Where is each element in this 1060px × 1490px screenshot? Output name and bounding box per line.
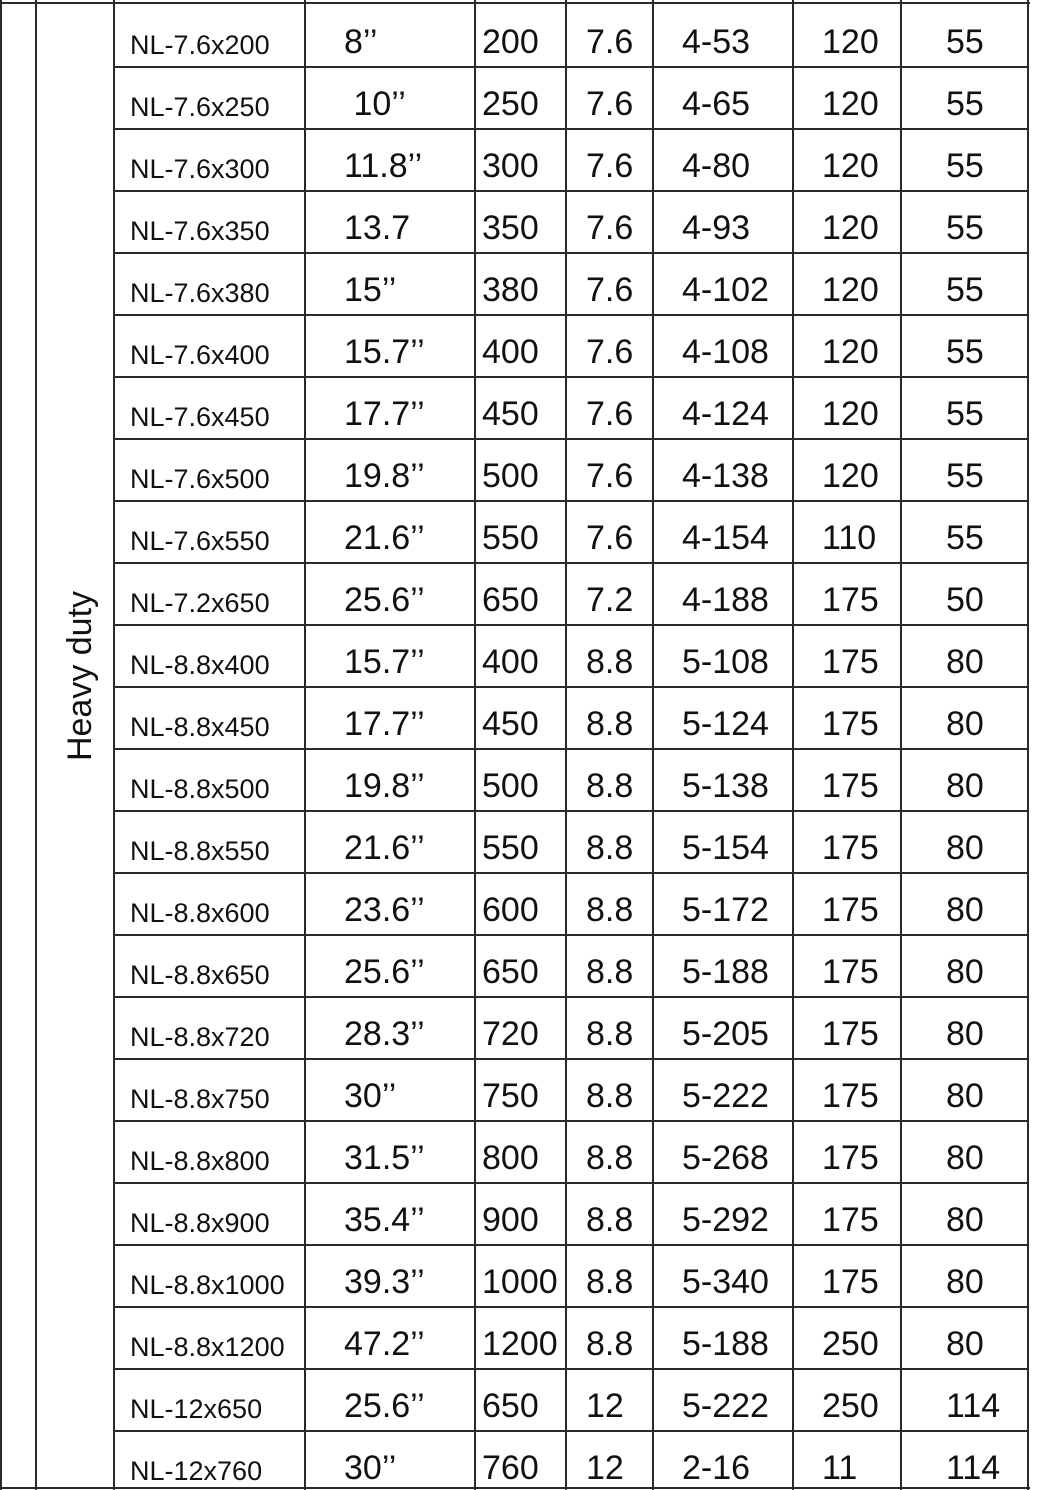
cell-value-c: 120 — [822, 209, 879, 247]
cell-value-d: 80 — [946, 1263, 984, 1301]
cell-value-b: 4-65 — [682, 85, 751, 123]
table-category-border — [35, 0, 37, 1490]
cell-value-c: 120 — [822, 333, 879, 371]
row-divider — [113, 1182, 1029, 1184]
cell-value-b: 4-108 — [682, 333, 769, 371]
row-divider — [113, 66, 1029, 68]
column-divider — [792, 0, 794, 1490]
cell-value-c: 250 — [822, 1387, 879, 1425]
table-top-border — [0, 2, 1030, 4]
cell-size-mm: 200 — [482, 23, 539, 61]
cell-model: NL-7.6x250 — [130, 92, 270, 122]
column-divider — [113, 0, 115, 1490]
cell-value-c: 110 — [822, 519, 877, 557]
column-divider — [652, 0, 654, 1490]
cell-value-d: 80 — [946, 891, 984, 929]
row-divider — [113, 500, 1029, 502]
cell-value-d: 80 — [946, 767, 984, 805]
cell-size-mm: 400 — [482, 333, 539, 371]
cell-value-a: 8.8 — [586, 705, 634, 743]
cell-value-d: 114 — [946, 1387, 1001, 1425]
row-divider — [113, 252, 1029, 254]
row-divider — [113, 934, 1029, 936]
cell-size-inch: 21.6’’ — [344, 829, 425, 867]
cell-size-inch: 19.8’’ — [344, 767, 425, 805]
cell-model: NL-8.8x1200 — [130, 1332, 285, 1362]
column-divider — [900, 0, 902, 1490]
cell-size-inch: 23.6’’ — [344, 891, 425, 929]
row-divider — [113, 376, 1029, 378]
cell-size-inch: 25.6’’ — [344, 581, 425, 619]
cell-value-c: 120 — [822, 395, 879, 433]
cell-value-d: 80 — [946, 1139, 984, 1177]
column-divider — [474, 0, 476, 1490]
cell-size-inch: 17.7’’ — [344, 705, 425, 743]
cell-value-a: 7.6 — [586, 23, 634, 61]
cell-size-mm: 300 — [482, 147, 539, 185]
cell-size-inch: 11.8’’ — [344, 147, 423, 185]
row-divider — [113, 1244, 1029, 1246]
cell-model: NL-8.8x900 — [130, 1208, 270, 1238]
cell-value-a: 12 — [586, 1449, 624, 1487]
row-divider — [113, 190, 1029, 192]
cell-value-d: 55 — [946, 457, 984, 495]
cell-size-inch: 28.3’’ — [344, 1015, 425, 1053]
cell-size-inch: 47.2’’ — [344, 1325, 425, 1363]
cell-value-d: 80 — [946, 1015, 984, 1053]
cell-value-a: 7.6 — [586, 271, 634, 309]
cell-value-b: 4-124 — [682, 395, 769, 433]
cell-size-inch: 31.5’’ — [344, 1139, 425, 1177]
cell-model: NL-8.8x550 — [130, 836, 270, 866]
cell-value-c: 175 — [822, 891, 879, 929]
cell-model: NL-7.6x380 — [130, 278, 270, 308]
cell-model: NL-8.8x500 — [130, 774, 270, 804]
cell-value-d: 114 — [946, 1449, 1001, 1487]
cell-value-d: 80 — [946, 829, 984, 867]
cell-model: NL-8.8x1000 — [130, 1270, 285, 1300]
cell-model: NL-7.2x650 — [130, 588, 270, 618]
cell-value-b: 5-154 — [682, 829, 769, 867]
cell-value-b: 5-292 — [682, 1201, 769, 1239]
cell-model: NL-7.6x450 — [130, 402, 270, 432]
cell-value-b: 4-138 — [682, 457, 769, 495]
cell-size-inch: 13.7 — [344, 209, 411, 247]
cell-value-c: 120 — [822, 271, 879, 309]
cell-value-b: 5-222 — [682, 1077, 769, 1115]
cell-value-a: 8.8 — [586, 1201, 634, 1239]
cell-size-mm: 760 — [482, 1449, 539, 1487]
cell-value-a: 7.6 — [586, 147, 634, 185]
cell-size-inch: 30’’ — [344, 1449, 397, 1487]
cell-size-mm: 380 — [482, 271, 539, 309]
row-divider — [113, 128, 1029, 130]
row-divider — [113, 1368, 1029, 1370]
cell-value-b: 5-124 — [682, 705, 769, 743]
cell-size-mm: 550 — [482, 829, 539, 867]
cell-value-a: 8.8 — [586, 891, 634, 929]
cell-size-mm: 500 — [482, 457, 539, 495]
cell-value-c: 120 — [822, 457, 879, 495]
cell-size-inch: 15’’ — [344, 271, 397, 309]
cell-value-b: 2-16 — [682, 1449, 751, 1487]
cell-model: NL-8.8x650 — [130, 960, 270, 990]
cell-model: NL-12x760 — [130, 1456, 263, 1486]
cell-value-a: 7.6 — [586, 209, 634, 247]
cell-value-c: 120 — [822, 85, 879, 123]
cell-value-b: 5-205 — [682, 1015, 769, 1053]
cell-value-c: 175 — [822, 643, 879, 681]
cell-value-d: 55 — [946, 519, 984, 557]
cell-size-mm: 450 — [482, 705, 539, 743]
row-divider — [113, 1430, 1029, 1432]
cell-size-inch: 25.6’’ — [344, 1387, 425, 1425]
cell-size-inch: 21.6’’ — [344, 519, 425, 557]
cell-value-c: 175 — [822, 953, 879, 991]
cell-value-d: 80 — [946, 643, 984, 681]
cell-value-a: 12 — [586, 1387, 624, 1425]
cell-value-c: 250 — [822, 1325, 879, 1363]
row-divider — [113, 748, 1029, 750]
cell-value-d: 80 — [946, 953, 984, 991]
cell-value-d: 55 — [946, 147, 984, 185]
cell-size-inch: 10’’ — [344, 85, 406, 123]
column-divider — [304, 0, 306, 1490]
cell-size-inch: 17.7’’ — [344, 395, 425, 433]
row-divider — [113, 438, 1029, 440]
cell-size-mm: 1000 — [482, 1263, 558, 1301]
cell-size-inch: 15.7’’ — [344, 643, 425, 681]
cell-size-inch: 39.3’’ — [344, 1263, 425, 1301]
cell-value-a: 8.8 — [586, 767, 634, 805]
cell-value-d: 55 — [946, 85, 984, 123]
cell-model: NL-8.8x750 — [130, 1084, 270, 1114]
cell-value-a: 7.6 — [586, 395, 634, 433]
cell-value-a: 8.8 — [586, 1139, 634, 1177]
cell-value-b: 4-93 — [682, 209, 751, 247]
cell-value-a: 8.8 — [586, 643, 634, 681]
cell-value-d: 55 — [946, 271, 984, 309]
cell-value-c: 175 — [822, 767, 879, 805]
cell-value-a: 7.2 — [586, 581, 634, 619]
cell-model: NL-8.8x450 — [130, 712, 270, 742]
cell-value-b: 5-340 — [682, 1263, 769, 1301]
cell-value-c: 175 — [822, 1263, 879, 1301]
cell-value-c: 175 — [822, 1139, 879, 1177]
cell-value-a: 8.8 — [586, 1325, 634, 1363]
cell-size-mm: 500 — [482, 767, 539, 805]
cell-value-c: 175 — [822, 1077, 879, 1115]
cell-value-d: 80 — [946, 1077, 984, 1115]
row-divider — [113, 314, 1029, 316]
row-divider — [113, 1120, 1029, 1122]
cell-value-b: 5-188 — [682, 1325, 769, 1363]
cell-value-c: 175 — [822, 1015, 879, 1053]
cell-size-mm: 650 — [482, 581, 539, 619]
cell-value-a: 7.6 — [586, 333, 634, 371]
cell-size-mm: 400 — [482, 643, 539, 681]
cell-value-b: 5-188 — [682, 953, 769, 991]
row-divider — [113, 686, 1029, 688]
row-divider — [113, 1058, 1029, 1060]
row-divider — [113, 624, 1029, 626]
cell-size-inch: 19.8’’ — [344, 457, 425, 495]
cell-value-b: 5-108 — [682, 643, 769, 681]
cell-model: NL-8.8x400 — [130, 650, 270, 680]
row-divider — [113, 1306, 1029, 1308]
column-divider — [565, 0, 567, 1490]
cell-value-d: 80 — [946, 705, 984, 743]
cell-value-c: 175 — [822, 1201, 879, 1239]
cell-model: NL-7.6x350 — [130, 216, 270, 246]
row-divider — [113, 872, 1029, 874]
cell-size-mm: 450 — [482, 395, 539, 433]
cell-size-mm: 650 — [482, 953, 539, 991]
cell-model: NL-12x650 — [130, 1394, 263, 1424]
cell-model: NL-7.6x500 — [130, 464, 270, 494]
cell-value-c: 175 — [822, 581, 879, 619]
cell-size-mm: 800 — [482, 1139, 539, 1177]
cell-size-inch: 15.7’’ — [344, 333, 425, 371]
cell-value-a: 7.6 — [586, 519, 634, 557]
cell-model: NL-7.6x300 — [130, 154, 270, 184]
cell-size-mm: 750 — [482, 1077, 539, 1115]
cell-value-d: 80 — [946, 1325, 984, 1363]
cell-value-c: 120 — [822, 147, 879, 185]
cell-size-mm: 720 — [482, 1015, 539, 1053]
cell-value-b: 4-102 — [682, 271, 769, 309]
cell-model: NL-8.8x800 — [130, 1146, 270, 1176]
cell-value-c: 175 — [822, 829, 879, 867]
cell-model: NL-7.6x550 — [130, 526, 270, 556]
cell-value-d: 50 — [946, 581, 984, 619]
cell-value-c: 120 — [822, 23, 879, 61]
cell-size-inch: 25.6’’ — [344, 953, 425, 991]
cell-size-inch: 8’’ — [344, 23, 378, 61]
row-divider — [113, 810, 1029, 812]
cell-size-mm: 900 — [482, 1201, 539, 1239]
cell-size-inch: 30’’ — [344, 1077, 397, 1115]
cell-model: NL-7.6x400 — [130, 340, 270, 370]
cell-value-b: 5-138 — [682, 767, 769, 805]
category-label-heavy-duty: Heavy duty — [61, 590, 99, 762]
cell-value-b: 4-53 — [682, 23, 751, 61]
cell-value-b: 5-172 — [682, 891, 769, 929]
cell-value-a: 8.8 — [586, 1077, 634, 1115]
table-outer-border-left — [0, 0, 2, 1490]
cell-value-a: 7.6 — [586, 85, 634, 123]
cell-value-d: 55 — [946, 395, 984, 433]
cell-value-a: 8.8 — [586, 1015, 634, 1053]
cell-value-a: 7.6 — [586, 457, 634, 495]
row-divider — [113, 562, 1029, 564]
cell-value-a: 8.8 — [586, 829, 634, 867]
cell-size-mm: 550 — [482, 519, 539, 557]
cell-value-d: 80 — [946, 1201, 984, 1239]
cell-size-mm: 650 — [482, 1387, 539, 1425]
cell-value-b: 5-222 — [682, 1387, 769, 1425]
cell-value-a: 8.8 — [586, 953, 634, 991]
column-divider — [1027, 0, 1029, 1490]
row-divider — [113, 996, 1029, 998]
cell-size-mm: 250 — [482, 85, 539, 123]
cell-size-mm: 350 — [482, 209, 539, 247]
cell-size-inch: 35.4’’ — [344, 1201, 425, 1239]
cell-value-c: 175 — [822, 705, 879, 743]
cell-model: NL-8.8x720 — [130, 1022, 270, 1052]
cell-size-mm: 1200 — [482, 1325, 558, 1363]
cell-size-mm: 600 — [482, 891, 539, 929]
cell-value-d: 55 — [946, 333, 984, 371]
cell-value-d: 55 — [946, 209, 984, 247]
cell-value-b: 4-80 — [682, 147, 751, 185]
cell-value-b: 5-268 — [682, 1139, 769, 1177]
cell-value-b: 4-188 — [682, 581, 769, 619]
cell-model: NL-8.8x600 — [130, 898, 270, 928]
cell-value-c: 11 — [822, 1449, 858, 1487]
cell-value-d: 55 — [946, 23, 984, 61]
cell-model: NL-7.6x200 — [130, 30, 270, 60]
cell-value-a: 8.8 — [586, 1263, 634, 1301]
cell-value-b: 4-154 — [682, 519, 769, 557]
table-bottom-border — [0, 1487, 1030, 1489]
